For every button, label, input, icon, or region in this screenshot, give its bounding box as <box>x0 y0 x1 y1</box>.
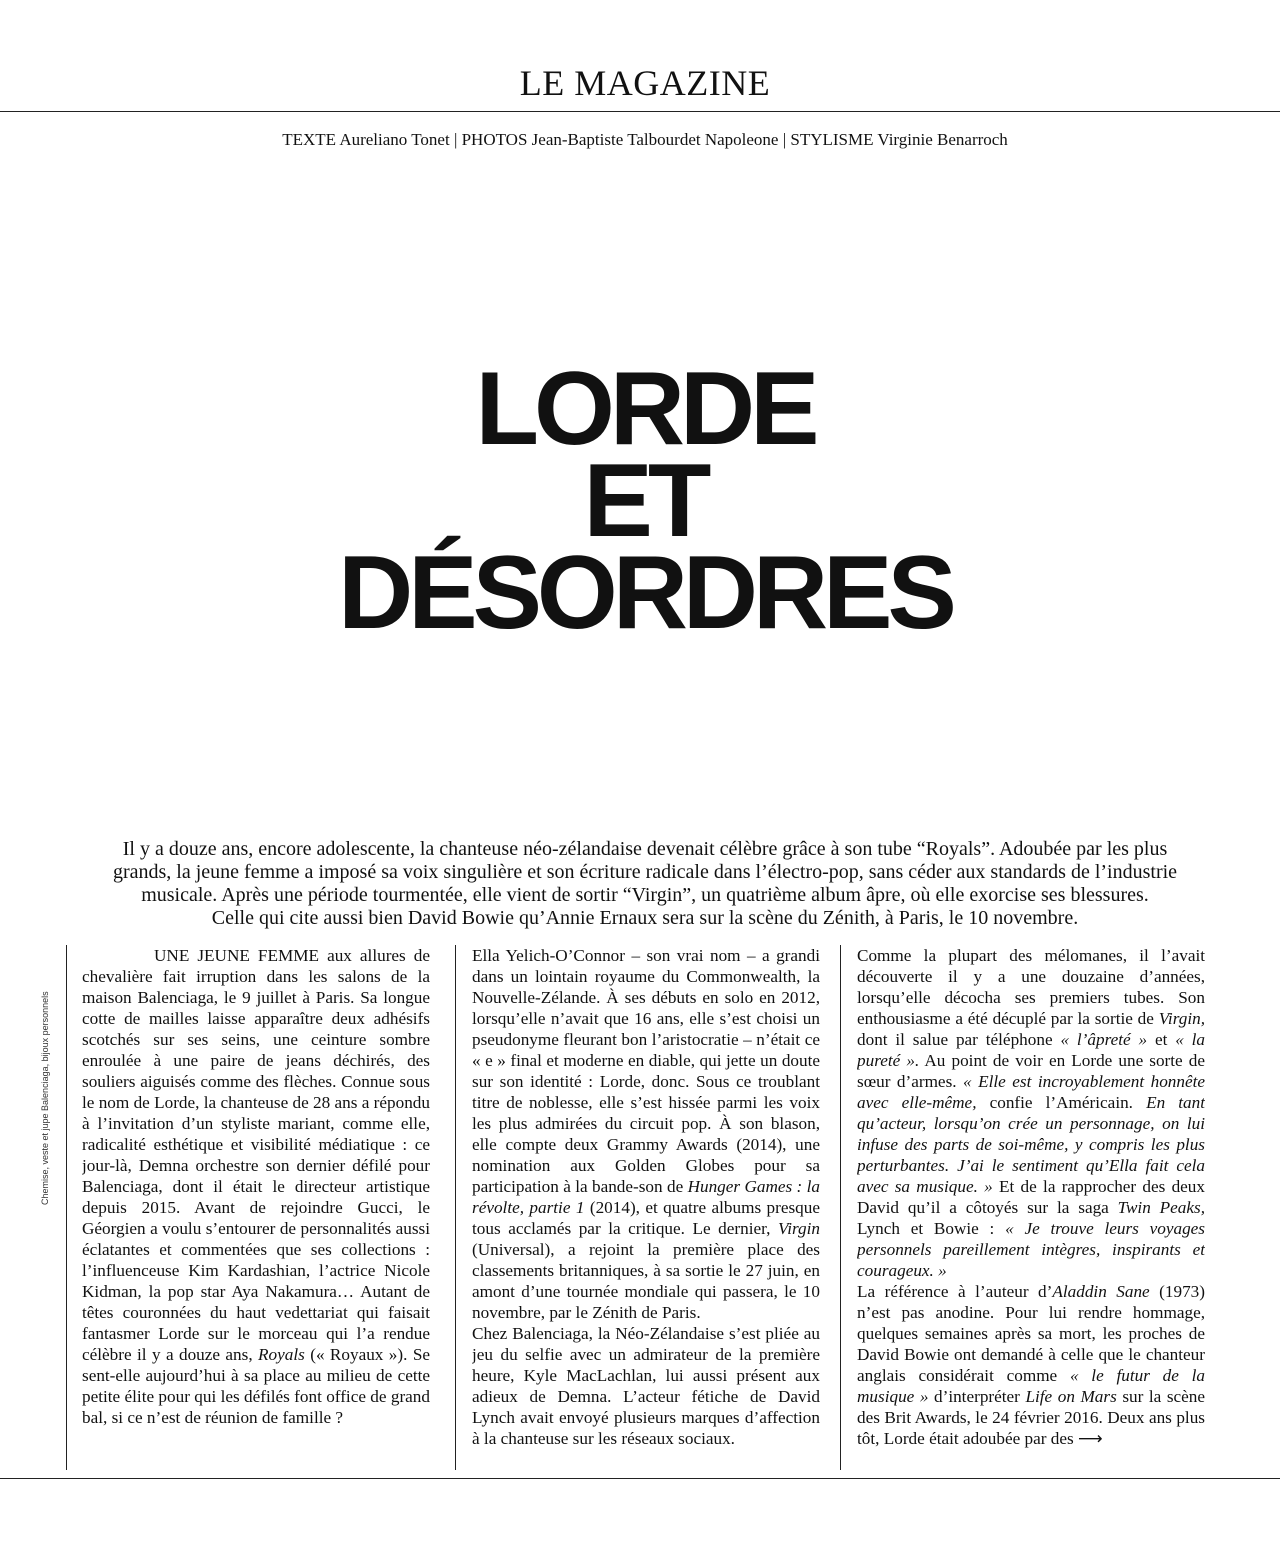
col3-italic-twin-peaks: Twin Peaks, <box>1117 1198 1205 1217</box>
col1-text-end: (« Royaux »). Se sent-elle aujourd’hui à sa place au milieu de cette petite élite pour qui les défilés font office de grand bal, si ce n’est de réunion de famille ? <box>82 1345 430 1427</box>
col3-text-e: confie l’Américain. <box>989 1093 1133 1112</box>
bottom-rule <box>0 1478 1280 1479</box>
col3-text-b: dont il salue par téléphone <box>857 1030 1053 1049</box>
col3-text-d: Au point de voir en Lorde une sorte de sœur d’armes. <box>857 1051 1205 1091</box>
col3-quote-futur: « le futur de la musique » <box>857 1366 1205 1406</box>
col3-italic-virgin: Virgin, <box>1158 1009 1205 1028</box>
col3-quote-5: « Je trouve leurs voyages personnels pareillement intègres, inspirants et courageux. » <box>857 1219 1205 1280</box>
column-divider-3 <box>840 945 841 1470</box>
column-3-paragraph-2 <box>857 1281 1205 1450</box>
article-column-2 <box>472 945 820 1475</box>
col3-quote-3: « Elle est incroyablement honnête avec elle-même, <box>857 1072 1205 1112</box>
article-column-3 <box>857 945 1205 1475</box>
col3-text-g: Lynch et Bowie : <box>857 1219 995 1238</box>
column-2-paragraph-1 <box>472 945 820 1323</box>
lead-line-4: Celle qui cite aussi bien David Bowie qu’Annie Ernaux sera sur la scène du Zénith, à Paris, le 10 novembre. <box>211 907 1079 929</box>
article-headline <box>0 351 1280 651</box>
article-lead <box>95 838 1195 930</box>
column-divider-2 <box>455 945 456 1470</box>
col1-text: UNE JEUNE FEMME aux allures de chevalière fait irruption dans les salons de la maison Balenciaga, le 9 juillet à Paris. Sa longue cotte de mailles laisse apparaître deux adhésifs scotchés sur ses seins, une ceinture sombre enroulée à une paire de jeans déchirés, des souliers aiguisés comme des flèches. Connue sous le nom de Lorde, la chanteuse de 28 ans a répondu à l’invitation d’un styliste mariant, comme elle, radicalité esthétique et visibilité médiatique : ce jour-là, Demna orchestre son dernier défilé pour Balenciaga, dont il était le directeur artistique depuis 2015. Avant de rejoindre Gucci, le Géorgien a voulu s’entourer de personnalités aussi éclatantes et commentées que ses collections : l’influenceuse Kim Kardashian, l’actrice Nicole Kidman, la pop star Aya Nakamura… Autant de têtes couronnées du haut vedettariat qui faisait fantasmer Lorde sur le morceau qui l’a rendue célèbre il y a douze ans, <box>82 946 430 1364</box>
column-2-paragraph-2: Chez Balenciaga, la Néo-Zélandaise s’est pliée au jeu du selfie avec un admirateur de la première heure, Kyle MacLachlan, lui aussi présent aux adieux de Demna. L’acteur fétiche de David Lynch avait envoyé plusieurs marques d’affection à la chanteuse sur les réseaux sociaux. <box>472 1324 820 1448</box>
col3-p2-text-b: (1973) n’est pas anodine. Pour lui rendre hommage, quelques semaines après sa mort, les proches de David Bowie ont demandé à celle que le chanteur anglais considérait comme <box>857 1282 1205 1385</box>
col3-text-c: et <box>1154 1030 1168 1049</box>
col3-italic-aladdin-sane: Aladdin Sane <box>1052 1282 1150 1301</box>
column-divider-1 <box>66 945 67 1470</box>
column-3-paragraph-1 <box>857 945 1205 1281</box>
col1-italic-royals: Royals <box>258 1345 305 1364</box>
continue-arrow-icon: ⟶ <box>1077 1429 1103 1449</box>
col3-quote-2: « la pureté ». <box>857 1030 1205 1070</box>
col2-italic-hunger-games: Hunger Games : la révolte, partie 1 <box>472 1177 820 1217</box>
top-rule <box>0 111 1280 112</box>
lead-line-1: Il y a douze ans, encore adolescente, la chanteuse néo-zélandaise devenait célèbre grâce à son tube “Royals”. Adoubée par les plus <box>122 838 1168 860</box>
article-credits: TEXTE Aureliano Tonet | PHOTOS Jean-Baptiste Talbourdet Napoleone | STYLISME Virginie Benarroch <box>282 130 1008 149</box>
col3-quote-1: « l’âpreté » <box>1060 1030 1148 1049</box>
headline-line-3: DÉSORDRES <box>338 535 952 651</box>
col3-p2-text-c: d’interpréter <box>934 1387 1020 1406</box>
article-column-1 <box>82 945 430 1475</box>
col3-p2-text-d: sur la scène des Brit Awards, le 24 février 2016. Deux ans plus tôt, Lorde était adoubée par des <box>857 1387 1205 1448</box>
col3-quote-4: En tant qu’acteur, lorsqu’on crée un personnage, on lui infuse des parts de soi-même, y compris les plus perturbantes. J’ai le sentiment qu’Ella fait cela avec sa musique. » <box>857 1093 1205 1196</box>
headline-line-1: LORDE <box>475 351 815 467</box>
headline-line-2: ET <box>583 443 707 559</box>
col2-text-mid: (2014), et quatre albums presque tous acclamés par la critique. Le dernier, <box>472 1198 820 1238</box>
col3-text-f: Et de la rapprocher des deux David qu’il a côtoyés sur la saga <box>857 1177 1205 1217</box>
lead-line-2: grands, la jeune femme a imposé sa voix singulière et son écriture radicale dans l’électro-pop, sans céder aux standards de l’industrie <box>112 861 1178 883</box>
col3-p2-text-a: La référence à l’auteur d’ <box>857 1282 1053 1301</box>
col3-text-a: Comme la plupart des mélomanes, il l’avait découverte il y a une douzaine d’années, lorsqu’elle décocha ses premiers tubes. Son enthousiasme a été décuplé par la sortie de <box>857 946 1205 1028</box>
lead-line-3: musicale. Après une période tourmentée, elle vient de sortir “Virgin”, un quatrième album âpre, où elle exorcise ses blessures. <box>141 884 1149 906</box>
col2-text-end: (Universal), a rejoint la première place des classements britanniques, à sa sortie le 27 juin, en amont d’une tournée mondiale qui passera, le 10 novembre, par le Zénith de Paris. <box>472 1240 820 1322</box>
col3-italic-life-on-mars: Life on Mars <box>1025 1387 1117 1406</box>
photo-caption: Chemise, veste et jupe Balenciaga, bijoux personnels <box>40 991 50 1205</box>
col2-text: Ella Yelich-O’Connor – son vrai nom – a grandi dans un lointain royaume du Commonwealth, la Nouvelle-Zélande. À ses débuts en solo en 2012, lorsqu’elle n’avait que 16 ans, elle s’est choisi un pseudonyme fleurant bon l’aristocratie – n’était ce « e » final et moderne en diable, qui jette un doute sur son identité : Lorde, donc. Sous ce troublant titre de noblesse, elle s’est hissée parmi les voix les plus admirées du circuit pop. À son blason, elle compte deux Grammy Awards (2014), une nomination aux Golden Globes pour sa participation à la bande-son de <box>472 946 820 1196</box>
col2-italic-virgin: Virgin <box>778 1219 820 1238</box>
column-1-paragraph <box>82 945 430 1428</box>
magazine-masthead: LE MAGAZINE <box>519 63 771 103</box>
